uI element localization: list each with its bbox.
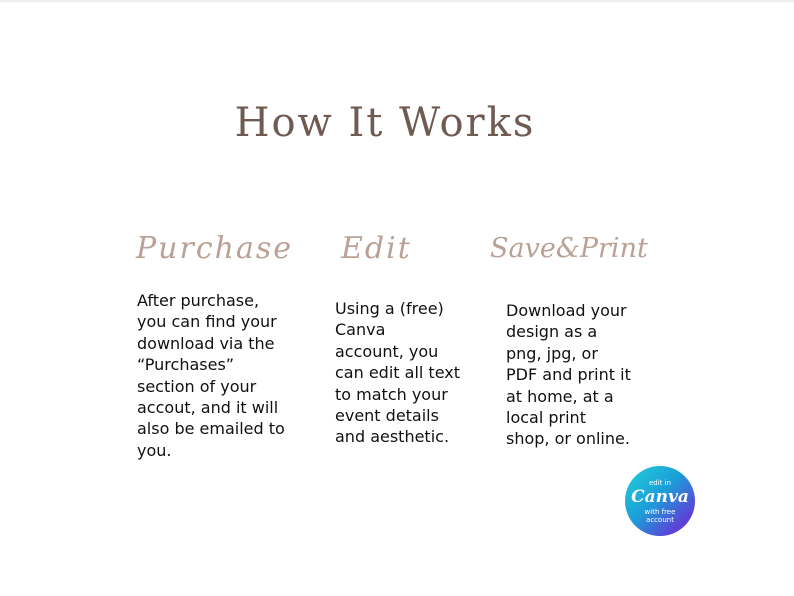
step-description-purchase (137, 290, 297, 461)
canva-badge (625, 466, 695, 536)
step-line: event details (335, 406, 439, 426)
top-divider (0, 0, 794, 2)
step-line: Using a (free) (335, 299, 444, 318)
step-line: to match your (335, 384, 448, 404)
badge-account-text: account (646, 516, 674, 524)
step-line: Canva (335, 320, 386, 340)
step-line: section of your (137, 376, 257, 396)
step-line: you can find your (137, 312, 277, 332)
step-description-save-print (506, 300, 641, 450)
step-line: you. (137, 440, 172, 460)
step-line: accout, and it will (137, 398, 279, 418)
step-heading-edit: Edit (341, 231, 412, 266)
step-line: local print (506, 408, 586, 428)
step-line: can edit all text (335, 363, 460, 383)
step-line: and aesthetic. (335, 427, 450, 447)
step-description-edit (335, 298, 465, 448)
step-line: at home, at a (506, 386, 614, 406)
step-line: Download your (506, 301, 627, 320)
step-line: also be emailed to (137, 419, 285, 439)
step-line: png, jpg, or (506, 343, 598, 363)
step-line: shop, or online. (506, 429, 630, 449)
step-line: PDF and print it (506, 365, 631, 385)
step-line: “Purchases” (137, 355, 235, 375)
step-line: After purchase, (137, 291, 260, 310)
step-heading-purchase: Purchase (136, 231, 294, 266)
step-line: download via the (137, 333, 275, 353)
step-line: design as a (506, 322, 598, 342)
step-line: account, you (335, 341, 439, 361)
badge-edit-in-text: edit in (648, 479, 672, 487)
canva-logo: Canva (631, 487, 689, 507)
badge-with-free-text: with free (644, 508, 676, 516)
page-title: How It Works (234, 100, 536, 146)
step-heading-save-print: Save&Print (490, 233, 648, 264)
